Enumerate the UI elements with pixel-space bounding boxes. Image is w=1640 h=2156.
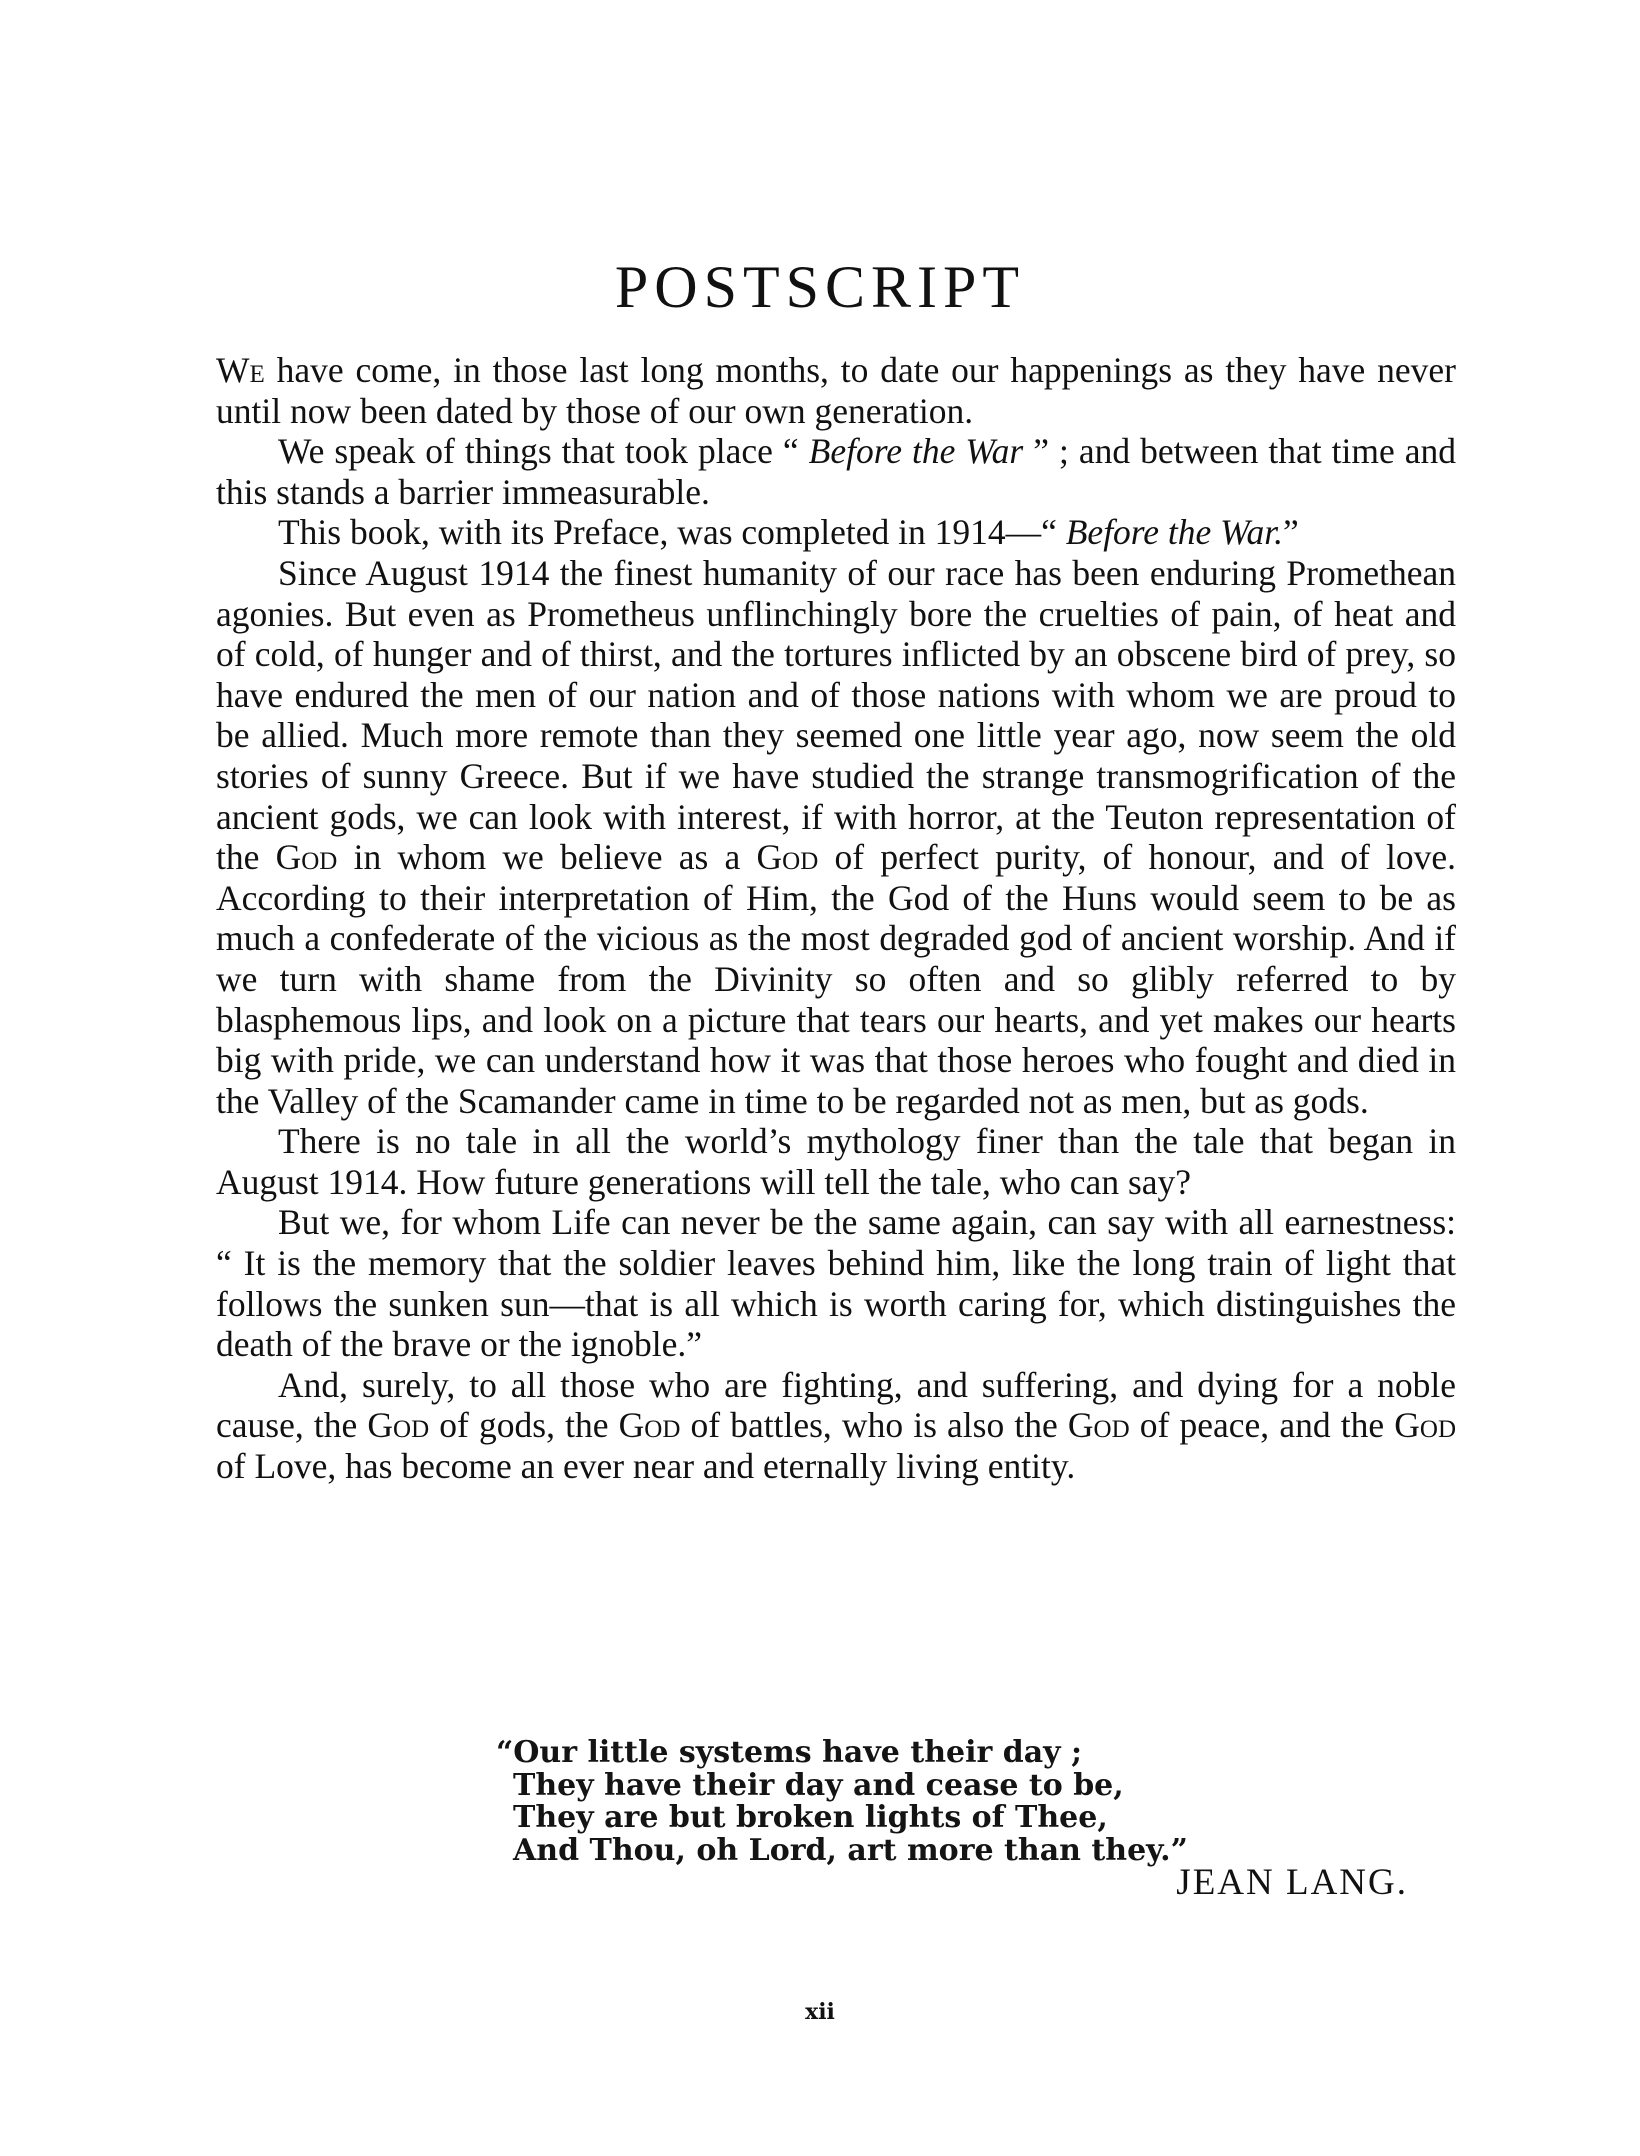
poem-line: “Our little systems have their day ; [496, 1735, 1083, 1770]
body-text [216, 350, 1456, 1487]
small-caps-word: God [275, 837, 338, 878]
poem-line: They are but broken lights of Thee, [513, 1800, 1108, 1835]
page-number: xii [805, 1999, 835, 2025]
italic-phrase: Before the War. [1065, 512, 1283, 553]
small-caps-word: God [367, 1405, 430, 1446]
poem-line: They have their day and cease to be, [513, 1767, 1124, 1803]
small-caps-word: God [618, 1405, 681, 1446]
paragraph: Since August 1914 the finest humanity of our race has been enduring Promethean agonies. But even as Prometheus unflinchingly bore the cruelties of pain, of heat and of cold, of hunger and of thirst, and the tortures inflicted by an obscene bird of prey, so have endured the men of our nation and of those nations with whom we are proud to be allied. Much more remote than they seemed one little year ago, now seem the old stories of sunny Greece. But if we have studied the strange transmogrification of the ancient gods, we can look with interest, if with horror, at the Teuton representation of the God in whom we believe as a God of perfect purity, of honour, and of love. According to their interpretation of Him, the God of the Huns would seem to be as much a confederate of the vicious as the most degraded god of ancient worship. And if we turn with shame from the Divinity so often and so glibly referred to by blasphemous lips, and look on a picture that tears our hearts, and yet makes our hearts big with pride, we can understand how it was that those heroes who fought and died in the Valley of the Scamander came in time to be regarded not as men, but as gods. [216, 552, 1457, 1121]
paragraph: And, surely, to all those who are fighting, and suffering, and dying for a noble cause, the God of gods, the God of battles, who is also the God of peace, and the God of Love, has become an ever near and eternally living entity. [216, 1364, 1456, 1487]
paragraph: There is no tale in all the world’s mythology finer than the tale that began in August 1914. How future generations will tell the tale, who can say? [216, 1121, 1456, 1202]
small-caps-word: God [1067, 1405, 1130, 1446]
paragraph: We have come, in those last long months, to date our happenings as they have never until now been dated by those of our own generation. [216, 350, 1456, 431]
page-title: POSTSCRIPT [614, 254, 1026, 320]
paragraph: We speak of things that took place “ Before the War ” ; and between that time and this stands a barrier immeasurable. [216, 431, 1457, 512]
paragraph: This book, with its Preface, was completed in 1914—“ Before the War.” [278, 512, 1299, 553]
paragraph-opening-word: We [216, 350, 265, 390]
poem-quotation [496, 1737, 1256, 1867]
paragraph: But we, for whom Life can never be the same again, can say with all earnestness: “ It is the memory that the soldier leaves behind him, like the long train of light that follows the sunken sun—that is all which is worth caring for, which distinguishes the death of the brave or the ignoble.” [216, 1202, 1456, 1365]
author-signature: JEAN LANG. [1176, 1862, 1408, 1903]
poem-line: And Thou, oh Lord, art more than they.” [513, 1832, 1188, 1868]
italic-phrase: Before the War [808, 431, 1024, 472]
small-caps-word: God [756, 837, 819, 878]
small-caps-word: God [1394, 1405, 1456, 1446]
